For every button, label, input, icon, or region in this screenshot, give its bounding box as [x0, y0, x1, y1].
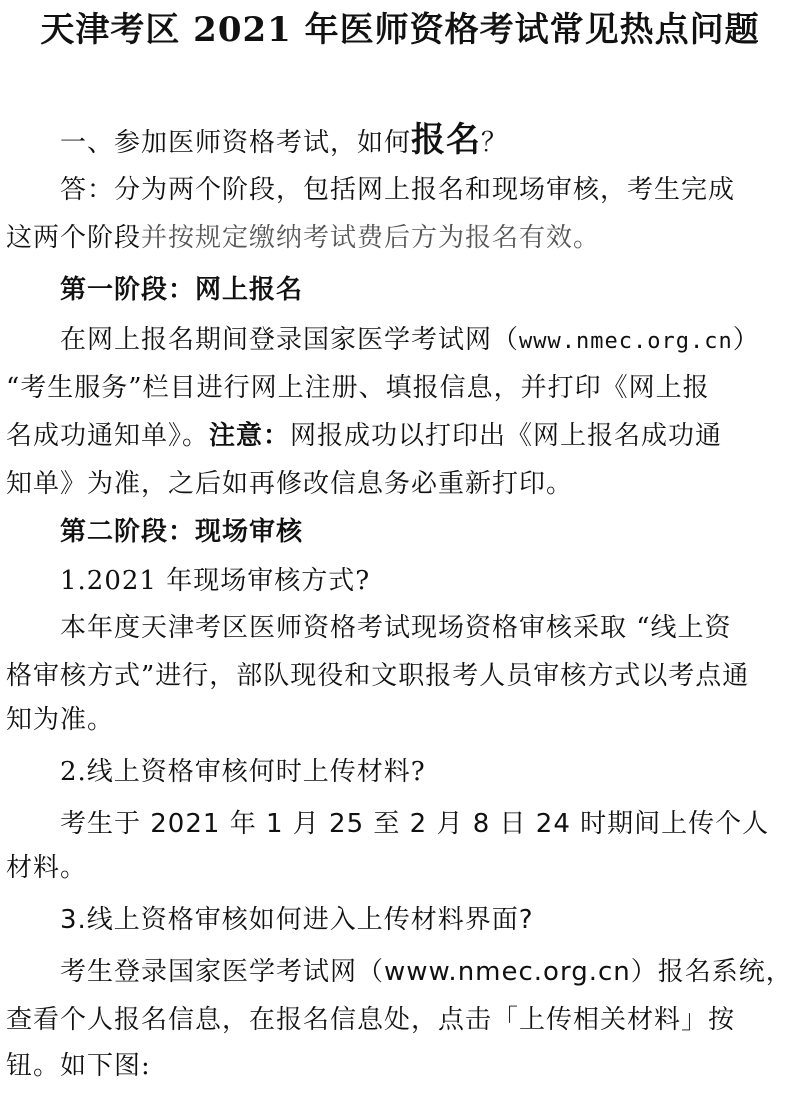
question-1-prefix: 一、参加医师资格考试，如何: [60, 128, 412, 158]
stage-1-line-3-a: 名成功通知单》。: [6, 421, 210, 451]
stage-2-item-3-answer-1-a: 考生登录国家医学考试网（: [60, 957, 385, 987]
stage-2-item-2-question: 2.线上资格审核何时上传材料?: [60, 757, 426, 787]
stage-2-item-1-answer-1: 本年度天津考区医师资格考试现场资格审核采取 “线上资: [60, 613, 732, 643]
document-title: 天津考区 2021 年医师资格考试常见热点问题: [40, 10, 760, 50]
stage-1-line-2: “考生服务”栏目进行网上注册、填报信息，并打印《网上报: [6, 373, 710, 403]
stage-1-note-label: 注意：: [209, 421, 291, 451]
stage-1-line-1-b: ）: [732, 325, 760, 355]
stage-1-heading: 第一阶段：网上报名: [60, 275, 304, 305]
question-1-suffix: ？: [481, 128, 509, 158]
nmec-url-text-2: www.nmec.org.cn: [384, 957, 631, 987]
answer-line-2-a: 这两个阶段: [6, 223, 142, 253]
stage-1-line-1-a: 在网上报名期间登录国家医学考试网（: [60, 325, 520, 355]
stage-2-item-1-answer-3: 知为准。: [6, 705, 115, 735]
stage-2-item-3-answer-2: 查看个人报名信息，在报名信息处，点击「上传相关材料」按: [6, 1005, 736, 1035]
stage-2-item-3-answer-3: 钮。如下图:: [6, 1051, 151, 1081]
answer-line-2: [6, 210, 776, 266]
stage-1-line-3-b: 网报成功以打印出《网上报名成功通: [290, 421, 723, 451]
stage-2-item-2-answer-1: 考生于 2021 年 1 月 25 至 2 月 8 日 24 时期间上传个人: [60, 809, 770, 839]
stage-2-item-3-answer-1-b: ）报名系统，: [630, 957, 793, 987]
stage-2-item-1-question: 1.2021 年现场审核方式?: [60, 566, 371, 596]
nmec-url-text: www.nmec.org.cn: [519, 329, 733, 354]
stage-2-item-2-answer-2: 材料。: [6, 853, 88, 883]
stage-2-item-3-question: 3.线上资格审核如何进入上传材料界面?: [60, 905, 534, 935]
answer-line-2-b: 并按规定缴纳考试费后方为报名有效。: [141, 223, 601, 253]
stage-2-heading: 第二阶段：现场审核: [60, 517, 304, 547]
stage-1-line-4: 知单》为准，之后如再修改信息务必重新打印。: [6, 469, 574, 499]
stage-2-item-1-answer-2: 格审核方式”进行，部队现役和文职报考人员审核方式以考点通: [6, 661, 750, 691]
question-1-emphasis: 报名: [411, 120, 482, 160]
answer-line-1: 答：分为两个阶段，包括网上报名和现场审核，考生完成: [60, 175, 736, 205]
